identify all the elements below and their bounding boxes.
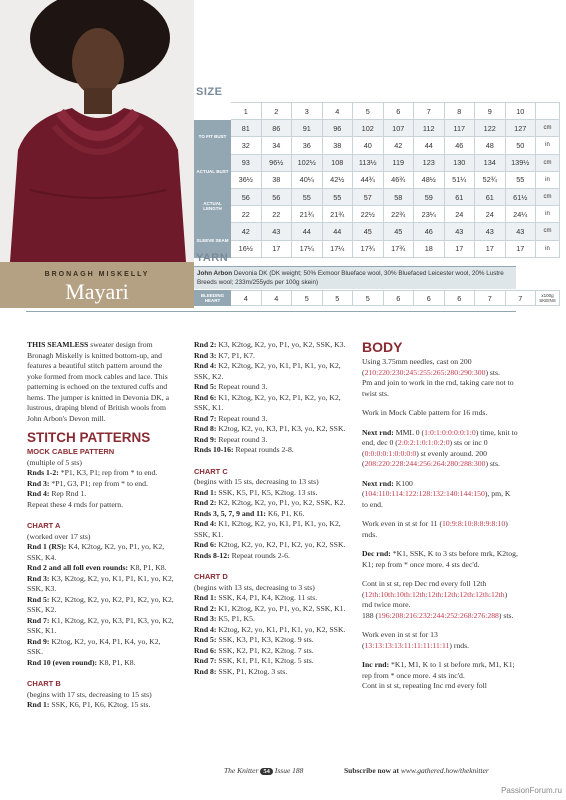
size-number: 8	[444, 103, 475, 120]
row-number: Rnd 3:	[27, 478, 50, 488]
pattern-row	[194, 351, 349, 362]
pattern-row	[194, 551, 349, 562]
chart-a-rows	[27, 542, 177, 668]
pattern-row	[27, 616, 177, 637]
size-cell: 17¾	[353, 240, 384, 257]
size-number: 2	[261, 103, 292, 120]
yarn-colour-label: BLEEDING HEART	[195, 291, 231, 306]
row-number: Rnd 8:	[194, 424, 217, 433]
row-instruction: *P1, G3, P1; rep from * to end.	[49, 478, 148, 488]
size-cell: 112	[414, 120, 445, 137]
column-2	[194, 340, 349, 677]
yarn-skein-count: 7	[505, 291, 536, 306]
designer-name: BRONAGH MISKELLY	[44, 271, 150, 278]
size-cell: 139½	[505, 154, 536, 171]
size-cell: 117	[444, 120, 475, 137]
size-cell: 107	[383, 120, 414, 137]
row-number: Rnd 6:	[194, 540, 217, 549]
size-cell: 46¾	[383, 171, 414, 188]
size-cell: 17	[444, 240, 475, 257]
watermark: PassionForum.ru	[501, 786, 562, 795]
size-cell: 45	[383, 223, 414, 240]
size-cell: 96	[322, 120, 353, 137]
size-header-blank	[195, 103, 231, 120]
row-number: Rnds 1-2:	[27, 468, 59, 477]
chart-d-note: (begins with 13 sts, decreasing to 3 sts)	[194, 582, 315, 592]
size-cell: 16½	[231, 240, 262, 257]
row-instruction: K5, P1, K5.	[216, 614, 255, 623]
row-number: Rnd 2:	[194, 498, 217, 507]
size-cell: 43	[261, 223, 292, 240]
folio: The Knitter 54 Issue 188	[224, 766, 304, 775]
pattern-row	[194, 646, 349, 657]
row-instruction: K1, K2tog, K2, yo, P1, yo, K2, SSK, K1.	[216, 603, 346, 613]
pattern-row	[27, 468, 177, 479]
size-cell: 42	[383, 137, 414, 154]
size-cell: 119	[383, 154, 414, 171]
pattern-row	[194, 488, 349, 499]
size-cell: 122	[475, 120, 506, 137]
column-3	[362, 340, 518, 692]
row-number: Rnds 8-12:	[194, 550, 230, 560]
size-cell: 44	[292, 223, 323, 240]
chart-a-heading: CHART A	[27, 521, 61, 530]
row-number: Rnd 4:	[194, 624, 217, 634]
row-number: Rnds 10-16:	[194, 445, 234, 454]
subscribe-line: Subscribe now at www.gathered.how/theknitter	[344, 766, 489, 775]
size-cell: 86	[261, 120, 292, 137]
yarn-skein-count: 4	[261, 291, 292, 306]
mock-cable-heading: MOCK CABLE PATTERN	[27, 447, 115, 456]
row-instruction: Repeat rounds 2-8.	[233, 445, 294, 454]
row-instruction: K1, K2tog, K2, yo, K2, P1, K2, yo, K2, SSK, K1.	[194, 392, 341, 412]
chart-c-note: (begins with 15 sts, decreasing to 13 sts)	[194, 477, 319, 486]
yarn-skein-count: 7	[475, 291, 506, 306]
pattern-row	[27, 500, 177, 511]
column-1	[27, 340, 177, 711]
row-number: Rnd 9:	[27, 636, 50, 646]
row-number: Rnd 5:	[194, 382, 217, 391]
pattern-title: Mayari	[65, 279, 129, 304]
size-cell: 42½	[322, 171, 353, 188]
row-instruction: K2tog, K2, yo, K1, P1, K1, yo, K2, SSK.	[216, 624, 346, 634]
row-number: Rnd 4:	[194, 519, 217, 528]
size-cell: 32	[231, 137, 262, 154]
size-cell: 44	[414, 137, 445, 154]
size-cell: 46	[414, 223, 445, 240]
size-cell: 18	[414, 240, 445, 257]
row-number: Rnd 4:	[27, 489, 50, 498]
size-cell: 43	[444, 223, 475, 240]
size-cell: 40¼	[292, 171, 323, 188]
size-cell: 134	[475, 154, 506, 171]
pattern-row	[194, 614, 349, 625]
pattern-row	[194, 414, 349, 425]
size-cell: 40	[353, 137, 384, 154]
yarn-skein-count: 5	[353, 291, 384, 306]
yarn-skein-count: 5	[322, 291, 353, 306]
size-cell: 102	[353, 120, 384, 137]
dec-rnd: Dec rnd: *K1, SSK, K to 3 sts before mrk, K2tog, K1; rep from * once more. 4 sts dec'd.	[362, 549, 518, 569]
size-cell: 123	[414, 154, 445, 171]
pattern-row	[194, 625, 349, 636]
row-instruction: K2tog, K2, yo, K3, P1, K3, yo, K2, SSK.	[216, 424, 346, 433]
size-cell: 24¼	[505, 206, 536, 223]
chart-c-heading: CHART C	[194, 466, 228, 476]
size-table	[194, 102, 560, 258]
divider	[26, 311, 516, 312]
row-number: Rnd 4:	[194, 361, 217, 370]
row-number: Rnd 5:	[194, 635, 217, 644]
size-cell: 38	[261, 171, 292, 188]
size-cell: 21¾	[322, 206, 353, 223]
work-even-1: Work even in st st for 11 (10:9:8:10:8:8:9:8:10) rnds.	[362, 519, 508, 539]
size-cell: 108	[322, 154, 353, 171]
size-number: 3	[292, 103, 323, 120]
pattern-row	[27, 542, 177, 563]
row-number: Rnd 3:	[194, 350, 217, 360]
size-cell: 61	[475, 188, 506, 205]
size-cell: 56	[231, 188, 262, 205]
row-number: Rnd 7:	[27, 615, 50, 625]
size-number: 9	[475, 103, 506, 120]
row-number: Rnd 5:	[27, 594, 50, 604]
row-instruction: Rep Rnd 1.	[49, 489, 87, 498]
size-number: 4	[322, 103, 353, 120]
row-number: Rnd 3:	[194, 614, 217, 623]
size-number: 1	[231, 103, 262, 120]
mock-cable-rows	[27, 468, 177, 510]
size-cell: 48½	[414, 171, 445, 188]
cast-on-text: Using 3.75mm needles, cast on 200 (210:220:230:245:255:265:280:290:300) sts.	[362, 357, 500, 377]
stitch-patterns-heading: STITCH PATTERNS	[27, 430, 151, 445]
pattern-row	[27, 658, 177, 669]
size-unit: cm	[536, 188, 560, 205]
row-number: Rnd 7:	[194, 656, 217, 665]
size-cell: 91	[292, 120, 323, 137]
size-cell: 17	[261, 240, 292, 257]
size-cell: 102½	[292, 154, 323, 171]
row-instruction: Repeat these 4 rnds for pattern.	[27, 499, 124, 509]
row-number: Rnd 10 (even round):	[27, 657, 98, 667]
size-cell: 24	[475, 206, 506, 223]
chart-b-note: (begins with 17 sts, decreasing to 15 sts)	[27, 689, 152, 699]
yarn-heading: YARN	[196, 252, 229, 264]
pattern-row	[194, 656, 349, 667]
size-cell: 93	[231, 154, 262, 171]
size-cell: 34	[261, 137, 292, 154]
size-cell: 58	[383, 188, 414, 205]
size-row-label: ACTUAL BUST	[195, 154, 231, 188]
size-cell: 55	[322, 188, 353, 205]
size-cell: 55	[505, 171, 536, 188]
size-row-label: ACTUAL LENGTH	[195, 188, 231, 222]
size-cell: 113½	[353, 154, 384, 171]
row-number: Rnd 2:	[194, 340, 217, 349]
chart-d-rows	[194, 593, 349, 677]
row-instruction: K8, P1, K8.	[97, 657, 136, 667]
pattern-row	[194, 604, 349, 615]
pattern-row	[194, 393, 349, 414]
pattern-row	[194, 382, 349, 393]
body-heading: BODY	[362, 339, 403, 355]
size-cell: 43	[505, 223, 536, 240]
size-cell: 36½	[231, 171, 262, 188]
inc-rnd: Inc rnd: *K1, M1, K to 1 st before mrk, M1, K1; rep from * once more. 4 sts inc'd.	[362, 660, 515, 680]
row-instruction: K4, K2tog, K2, yo, P1, yo, K2, SSK, K4.	[27, 542, 165, 562]
row-instruction: Repeat round 3.	[216, 434, 268, 444]
footer	[0, 766, 566, 780]
row-number: Rnd 1:	[27, 700, 50, 709]
size-cell: 17¾	[383, 240, 414, 257]
row-instruction: K3, K2tog, K2, yo, P1, yo, K2, SSK, K3.	[216, 340, 346, 349]
chart-c-rows	[194, 488, 349, 562]
size-unit: cm	[536, 120, 560, 137]
size-cell: 96½	[261, 154, 292, 171]
size-cell: 22	[231, 206, 262, 223]
size-cell: 17¼	[322, 240, 353, 257]
pattern-row	[194, 635, 349, 646]
row-instruction: SSK, K6, P1, K6, K2tog. 15 sts.	[49, 700, 151, 709]
size-cell: 44	[322, 223, 353, 240]
next-rnd-2: Next rnd: K100 (104:110:114:122:128:132:140:144:150), pm, K to end.	[362, 478, 511, 509]
size-cell: 44¾	[353, 171, 384, 188]
row-instruction: Repeat round 3.	[216, 413, 268, 423]
pattern-row	[27, 574, 177, 595]
size-cell: 21¾	[292, 206, 323, 223]
pattern-row	[27, 563, 177, 574]
size-cell: 43	[475, 223, 506, 240]
row-instruction: Repeat rounds 2-6.	[229, 550, 290, 560]
pattern-row	[27, 637, 177, 658]
row-instruction: K2tog, K2, yo, K4, P1, K4, yo, K2, SSK.	[27, 636, 161, 656]
pattern-row	[194, 424, 349, 435]
size-cell: 127	[505, 120, 536, 137]
pattern-row	[27, 479, 177, 490]
yarn-brand: John Arbon	[197, 270, 233, 277]
size-number: 10	[505, 103, 536, 120]
size-cell: 17	[505, 240, 536, 257]
row-number: Rnd 6:	[194, 645, 217, 655]
pattern-row	[27, 595, 177, 616]
yarn-quantity-table	[194, 290, 560, 306]
row-instruction: K1, K2tog, K2, yo, K3, P1, K3, yo, K2, SSK, K1.	[27, 615, 174, 635]
pattern-row	[194, 509, 349, 520]
row-instruction: K6, P1, K6.	[265, 508, 305, 518]
size-cell: 38	[322, 137, 353, 154]
yarn-skein-count: 5	[292, 291, 323, 306]
size-unit: cm	[536, 154, 560, 171]
row-instruction: K3, K2tog, K2, yo, K1, P1, K1, yo, K2, SSK, K3.	[27, 573, 174, 593]
size-cell: 55	[292, 188, 323, 205]
size-row-label: SLEEVE SEAM	[195, 223, 231, 257]
size-cell: 22¾	[383, 206, 414, 223]
next-rnd-1: Next rnd: MML 0 (1:0:1:0:0:0:0:1:0) time, knit to end, dec 0 (2:0:2:1:0:1:0:2:0) sts or inc 0 (0:0:0:0:1:0:0:0:0) st evenly around. 200 (208:220:228:244:256:264:280:288:300) sts.	[362, 427, 518, 468]
size-row-label: TO FIT BUST	[195, 120, 231, 154]
size-cell: 50	[505, 137, 536, 154]
row-instruction: K2, K2tog, K2, yo, K1, P1, K1, yo, K2, SSK, K2.	[194, 361, 341, 381]
pattern-row	[194, 519, 349, 540]
chart-a-note: (worked over 17 sts)	[27, 531, 91, 541]
row-instruction: SSK, K5, P1, K5, K2tog. 13 sts.	[216, 487, 318, 497]
size-cell: 24	[444, 206, 475, 223]
size-number: 6	[383, 103, 414, 120]
size-cell: 56	[261, 188, 292, 205]
row-instruction: *P1, K3, P1; rep from * to end.	[58, 468, 158, 477]
chart-b-heading: CHART B	[27, 679, 61, 688]
size-cell: 36	[292, 137, 323, 154]
mock-cable-instr: Work in Mock Cable pattern for 16 rnds.	[362, 408, 488, 417]
row-instruction: SSK, K2, P1, K2, K2tog. 7 sts.	[216, 645, 314, 655]
row-instruction: SSK, K4, P1, K4, K2tog. 11 sts.	[216, 593, 318, 602]
pattern-row	[27, 700, 177, 711]
yarn-skein-count: 6	[444, 291, 475, 306]
size-cell: 61½	[505, 188, 536, 205]
pattern-row	[194, 435, 349, 446]
row-number: Rnd 2:	[194, 603, 217, 613]
row-number: Rnd 1 (RS):	[27, 542, 67, 551]
size-cell: 59	[414, 188, 445, 205]
size-unit: in	[536, 206, 560, 223]
row-instruction: K8, P1, K8.	[128, 563, 167, 572]
size-cell: 130	[444, 154, 475, 171]
yarn-details: Devonia DK (DK weight; 50% Exmoor Blueface wool, 30% Bluefaced Leicester wool, 20% Lustre Breeds wool; 233m/255yds per 100g skein)	[197, 270, 504, 287]
row-number: Rnd 1:	[194, 487, 217, 497]
intro-text: THIS SEAMLESS sweater design from Bronagh Miskelly is knitted bottom-up, and features a beautiful stitch pattern around the yoke formed from mock cables and lace. This patterning is echoed on the textured cuffs and hems. The jumper is knitted in Devonia DK, a lustrous, draping blend of British wools from John Arbon's Devon mill.	[27, 340, 170, 423]
row-number: Rnd 6:	[194, 392, 217, 402]
subscribe-url[interactable]: www.gathered.how/theknitter	[400, 766, 489, 775]
yarn-unit: x100g SKEINS	[536, 291, 560, 306]
row-instruction: SSK, P1, K2tog. 3 sts.	[216, 666, 288, 676]
mock-cable-note: (multiple of 5 sts)	[27, 457, 82, 467]
row-instruction: K2tog, K2, yo, K2, P1, K2, yo, K2, SSK.	[216, 540, 346, 549]
row-instruction: SSK, K1, P1, K1, K2tog. 5 sts.	[216, 656, 314, 665]
row-number: Rnd 8:	[194, 666, 217, 676]
yarn-description	[194, 266, 516, 289]
cont-inc: Cont in st st, repeating Inc rnd every foll	[362, 681, 487, 690]
yarn-skein-count: 6	[383, 291, 414, 306]
size-unit: in	[536, 137, 560, 154]
size-cell: 22½	[353, 206, 384, 223]
size-cell: 17¼	[292, 240, 323, 257]
row-number: Rnd 9:	[194, 434, 217, 444]
join-text: Pm and join to work in the rnd, taking care not to twist sts.	[362, 378, 514, 398]
pattern-row	[194, 498, 349, 509]
size-unit: in	[536, 171, 560, 188]
pattern-row	[194, 593, 349, 604]
size-cell: 52¾	[475, 171, 506, 188]
model-photo	[0, 0, 194, 262]
yarn-skein-count: 4	[231, 291, 262, 306]
size-cell: 42	[231, 223, 262, 240]
size-cell: 23¼	[414, 206, 445, 223]
pattern-row	[194, 540, 349, 551]
size-heading: SIZE	[196, 86, 223, 98]
size-cell: 22	[261, 206, 292, 223]
size-cell: 57	[353, 188, 384, 205]
size-cell: 48	[475, 137, 506, 154]
size-cell: 81	[231, 120, 262, 137]
cont-dec: Cont in st st, rep Dec rnd every foll 12th (12th:10th:10th:12th:12th:12th:12th:12th:12th) rnd twice more. 188 (196:208:216:232:244:252:268:276:288) sts.	[362, 579, 514, 620]
size-number: 5	[353, 103, 384, 120]
size-cell: 51¼	[444, 171, 475, 188]
pattern-row	[194, 340, 349, 351]
chart-b-rows-start	[27, 700, 177, 711]
pattern-row	[194, 445, 349, 456]
size-unit: cm	[536, 223, 560, 240]
size-unit: in	[536, 240, 560, 257]
page-number: 54	[260, 768, 273, 775]
size-number: 7	[414, 103, 445, 120]
size-cell: 46	[444, 137, 475, 154]
row-instruction: K1, K2tog, K2, yo, K1, P1, K1, yo, K2, SSK, K1.	[194, 519, 341, 539]
row-instruction: K2, K2tog, K2, yo, K2, P1, K2, yo, K2, SSK, K2.	[27, 594, 174, 614]
unit-header	[536, 103, 560, 120]
chart-d-heading: CHART D	[194, 572, 228, 581]
pattern-row	[27, 489, 177, 500]
size-cell: 45	[353, 223, 384, 240]
row-number: Rnd 2 and all foll even rounds:	[27, 563, 129, 572]
pattern-row	[194, 667, 349, 678]
size-cell: 17	[475, 240, 506, 257]
row-number: Rnd 1:	[194, 593, 217, 602]
row-number: Rnd 7:	[194, 413, 217, 423]
row-instruction: K2, K2tog, K2, yo, P1, yo, K2, SSK, K2.	[216, 498, 346, 507]
row-instruction: K7, P1, K7.	[216, 350, 255, 360]
row-number: Rnd 3:	[27, 573, 50, 583]
title-banner	[0, 262, 194, 308]
yarn-skein-count: 6	[414, 291, 445, 306]
size-cell: 61	[444, 188, 475, 205]
chart-b-rows-cont	[194, 340, 349, 456]
row-instruction: Repeat round 3.	[216, 382, 268, 391]
row-number: Rnds 3, 5, 7, 9 and 11:	[194, 508, 266, 518]
work-even-2: Work even in st st for 13 (13:13:13:13:11:11:11:11:11) rnds.	[362, 630, 470, 650]
row-instruction: SSK, K3, P1, K3, K2tog. 9 sts.	[216, 635, 314, 644]
pattern-row	[194, 361, 349, 382]
